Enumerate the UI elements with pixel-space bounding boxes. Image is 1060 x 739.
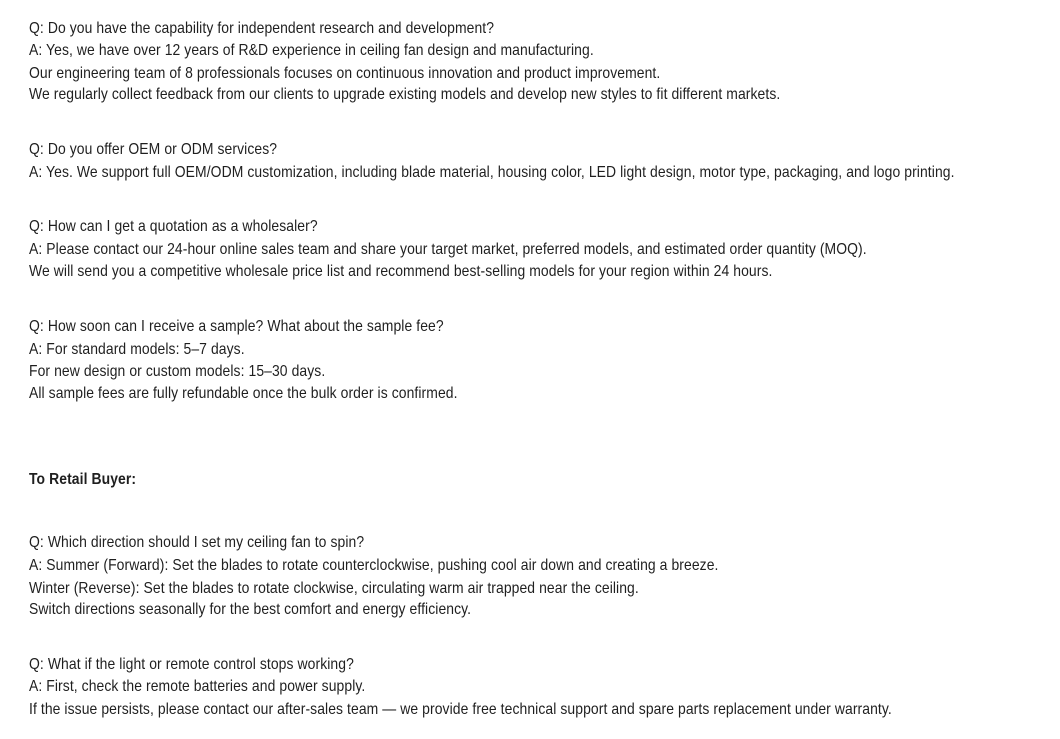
section-heading-retail: To Retail Buyer: xyxy=(29,471,137,488)
faq-answer-line: A: Please contact our 24-hour online sales team and share your target market, preferred models, and estimated order quantity (MOQ). xyxy=(29,241,867,258)
faq-answer-line: Winter (Reverse): Set the blades to rotate clockwise, circulating warm air trapped near the ceiling. xyxy=(29,580,639,597)
faq-question: Q: Which direction should I set my ceiling fan to spin? xyxy=(29,534,365,551)
faq-answer-line: For new design or custom models: 15–30 days. xyxy=(29,363,326,380)
faq-answer-line: A: Yes. We support full OEM/ODM customization, including blade material, housing color, LED light design, motor type, packaging, and logo printing. xyxy=(29,164,955,181)
faq-answer-line: We regularly collect feedback from our clients to upgrade existing models and develop new styles to fit different markets. xyxy=(29,86,781,103)
faq-answer-line: A: Yes, we have over 12 years of R&D experience in ceiling fan design and manufacturing. xyxy=(29,42,594,59)
faq-answer-line: Switch directions seasonally for the best comfort and energy efficiency. xyxy=(29,601,472,618)
faq-answer-line: Our engineering team of 8 professionals focuses on continuous innovation and product improvement. xyxy=(29,65,661,82)
faq-answer-line: All sample fees are fully refundable once the bulk order is confirmed. xyxy=(29,385,458,402)
faq-question: Q: Do you offer OEM or ODM services? xyxy=(29,141,278,158)
faq-answer-line: A: First, check the remote batteries and power supply. xyxy=(29,678,366,695)
faq-question: Q: How can I get a quotation as a wholesaler? xyxy=(29,218,318,235)
faq-answer-line: If the issue persists, please contact our after-sales team — we provide free technical support and spare parts replacement under warranty. xyxy=(29,701,892,718)
faq-answer-line: A: For standard models: 5–7 days. xyxy=(29,341,245,358)
faq-question: Q: Do you have the capability for independent research and development? xyxy=(29,20,495,37)
faq-question: Q: What if the light or remote control stops working? xyxy=(29,656,354,673)
faq-answer-line: A: Summer (Forward): Set the blades to rotate counterclockwise, pushing cool air down and creating a breeze. xyxy=(29,557,719,574)
faq-answer-line: We will send you a competitive wholesale price list and recommend best-selling models for your region within 24 hours. xyxy=(29,263,773,280)
faq-question: Q: How soon can I receive a sample? What about the sample fee? xyxy=(29,318,444,335)
